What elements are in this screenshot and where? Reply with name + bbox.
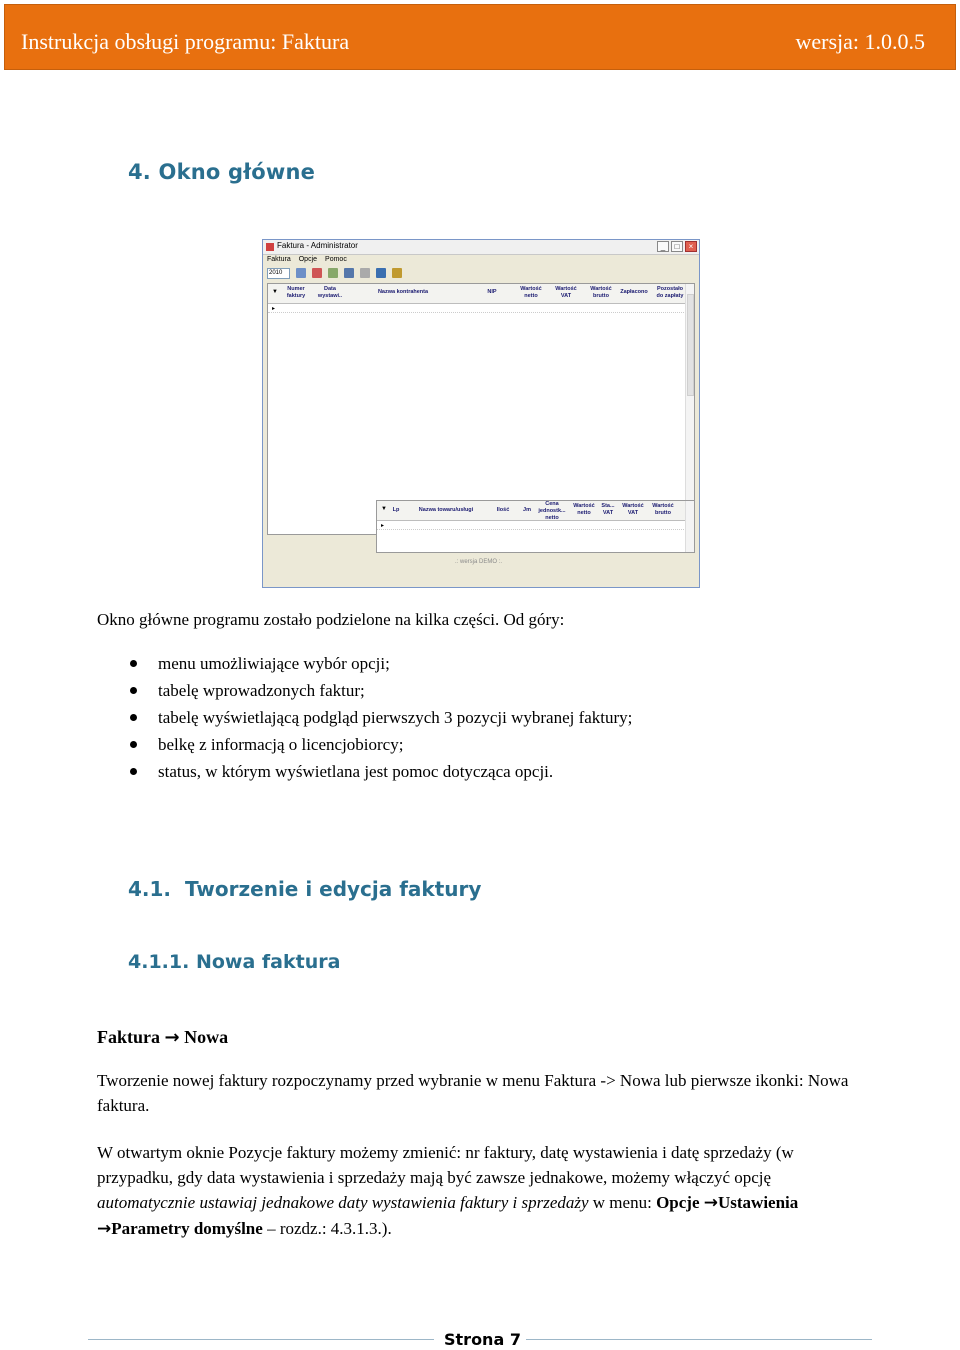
list-item: tabelę wprowadzonych faktur;	[130, 677, 632, 704]
paragraph-positions	[97, 1140, 867, 1242]
save-icon[interactable]	[376, 268, 386, 278]
row-pointer-icon: ▸	[381, 523, 385, 529]
col-nazwa[interactable]: Nazwa towaru/usługi	[418, 507, 474, 513]
footer-rule-right	[526, 1339, 872, 1340]
row-pointer-icon: ▸	[272, 306, 276, 312]
col-wnetto[interactable]: Wartość netto	[573, 503, 595, 516]
col-lp[interactable]: Lp	[392, 507, 400, 513]
list-item: status, w którym wyświetlana jest pomoc dotycząca opcji.	[130, 758, 632, 785]
para-italic-option: automatycznie ustawiaj jednakowe daty wystawienia faktury i sprzedaży	[97, 1193, 589, 1212]
arrow-right-icon: →	[97, 1219, 112, 1239]
scrollbar-thumb[interactable]	[687, 294, 694, 396]
menu-path	[97, 1025, 228, 1050]
menu-parametry-label: Parametry domyślne	[111, 1219, 263, 1238]
intro-paragraph: Okno główne programu zostało podzielone na kilka części. Od góry:	[97, 610, 565, 629]
arrow-right-icon: →	[164, 1027, 180, 1048]
page-number: Strona 7	[444, 1330, 521, 1349]
app-toolbar	[267, 266, 402, 280]
list-item: tabelę wyświetlającą podgląd pierwszych 3 pozycji wybranej faktury;	[130, 704, 632, 731]
items-preview-table	[376, 500, 695, 553]
close-icon[interactable]: ×	[685, 241, 697, 252]
app-titlebar	[263, 240, 699, 255]
page-footer	[88, 1330, 872, 1350]
sort-arrow-icon: ▼	[272, 289, 278, 295]
print-icon[interactable]	[360, 268, 370, 278]
list-item: belkę z informacją o licencjobiorcy;	[130, 731, 632, 758]
list-item: menu umożliwiające wybór opcji;	[130, 650, 632, 677]
col-brutto[interactable]: Wartość brutto	[590, 286, 612, 299]
section-number: 4.	[128, 160, 151, 184]
document-header	[4, 4, 956, 70]
copy-icon[interactable]	[344, 268, 354, 278]
items-scrollbar[interactable]	[685, 501, 694, 552]
exit-icon[interactable]	[392, 268, 402, 278]
col-vat[interactable]: Wartość VAT	[555, 286, 577, 299]
app-icon	[266, 243, 274, 251]
new-invoice-icon[interactable]	[296, 268, 306, 278]
section-heading-4	[128, 160, 315, 184]
col-wvat[interactable]: Wartość VAT	[622, 503, 644, 516]
menu-opcje[interactable]: Opcje	[298, 256, 318, 263]
col-wbrutto[interactable]: Wartość brutto	[652, 503, 674, 516]
col-data[interactable]: Data wystawi..	[317, 286, 343, 299]
col-cena[interactable]: Cena jednostk... netto	[538, 501, 566, 521]
maximize-icon[interactable]: □	[671, 241, 683, 252]
app-menubar	[267, 256, 347, 263]
footer-rule-left	[88, 1339, 434, 1340]
license-info: .: wersja DEMO :.	[455, 559, 503, 565]
section-number: 4.1.1.	[128, 951, 190, 973]
section-title: Okno główne	[158, 160, 316, 184]
para-text: W otwartym oknie Pozycje faktury możemy zmienić: nr faktury, datę wystawienia i datę sprzedaży (w przypadku, gdy data wystawienia i sprzedaży mają być zawsze jednakowe, możemy włączyć opcję	[97, 1143, 794, 1187]
col-nip[interactable]: NIP	[487, 289, 497, 295]
header-title: Instrukcja obsługi programu: Faktura	[21, 29, 350, 54]
menu-ustawienia-label: Ustawienia	[718, 1193, 799, 1212]
parts-list	[130, 650, 632, 785]
app-window-screenshot	[262, 239, 700, 588]
path-nowa: Nowa	[184, 1027, 229, 1047]
col-stvat[interactable]: Sta... VAT	[601, 503, 615, 516]
path-faktura: Faktura	[97, 1027, 160, 1047]
table-row[interactable]	[377, 520, 688, 530]
col-jm[interactable]: Jm	[523, 507, 531, 513]
year-select[interactable]: 2010	[267, 268, 290, 279]
edit-icon[interactable]	[328, 268, 338, 278]
section-number: 4.1.	[128, 877, 172, 901]
col-pozostalo[interactable]: Pozostało do zapłaty	[656, 286, 684, 299]
app-statusbar	[267, 555, 695, 585]
invoices-table	[267, 283, 695, 535]
menu-opcje-label: Opcje	[656, 1193, 700, 1212]
menu-pomoc[interactable]: Pomoc	[325, 256, 347, 263]
section-heading-4-1	[128, 877, 481, 901]
sort-arrow-icon: ▼	[381, 506, 387, 512]
col-netto[interactable]: Wartość netto	[520, 286, 542, 299]
window-controls	[657, 241, 697, 252]
items-table-header	[377, 501, 688, 521]
app-title: Faktura - Administrator	[277, 241, 358, 250]
arrow-right-icon: →	[703, 1193, 718, 1213]
section-heading-4-1-1	[128, 951, 340, 973]
invoices-scrollbar[interactable]	[685, 284, 694, 534]
menu-faktura[interactable]: Faktura	[267, 256, 291, 263]
col-numer[interactable]: Numer faktury	[286, 286, 306, 299]
col-kontrahent[interactable]: Nazwa kontrahenta	[377, 289, 429, 295]
col-zaplacono[interactable]: Zapłacono	[620, 289, 648, 295]
invoices-table-header	[268, 284, 688, 304]
table-row[interactable]	[268, 303, 688, 313]
paragraph-new-invoice: Tworzenie nowej faktury rozpoczynamy przed wybranie w menu Faktura -> Nowa lub pierwsze ikonki: Nowa faktura.	[97, 1071, 849, 1115]
col-ilosc[interactable]: Ilość	[496, 507, 510, 513]
minimize-icon[interactable]: _	[657, 241, 669, 252]
delete-icon[interactable]	[312, 268, 322, 278]
section-title: Nowa faktura	[195, 951, 341, 973]
section-title: Tworzenie i edycja faktury	[184, 877, 482, 901]
para-text: w menu:	[588, 1193, 657, 1212]
para-text: – rozdz.: 4.3.1.3.).	[262, 1219, 392, 1238]
header-version: wersja: 1.0.0.5	[795, 29, 925, 54]
